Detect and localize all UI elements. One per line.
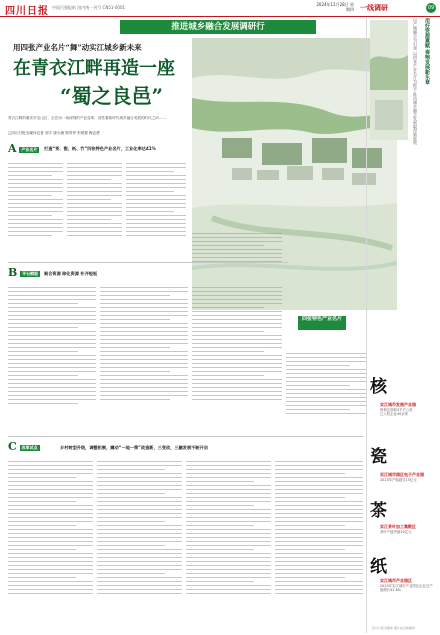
issue-date: 2024年11月28日 星期四: [316, 2, 354, 12]
section-a-label: 产业名片: [21, 146, 38, 152]
divider: [8, 436, 363, 437]
sidebar-block-line: 规划总面积3平方公里: [380, 408, 413, 412]
sidebar-photo-1: [370, 20, 408, 140]
newspaper-logo: 四川日报: [5, 6, 49, 17]
section-b-subtitle: 聚合资源 除化资源 补齐短板: [44, 271, 98, 276]
section-b-letter: B: [8, 266, 18, 279]
headline-line-1: 在青衣江畔再造一座: [13, 58, 175, 79]
section-b-column-3: [192, 284, 282, 434]
sidebar-block-4: [380, 578, 436, 592]
sidebar-block-title: 实江城市园区电子产业园: [380, 472, 424, 477]
section-c-subtitle: 乡村转型升级，调整机制，撬动“一地一策”改造新，三变改，三融发展不断开启: [60, 445, 208, 450]
section-a-column-4: [192, 230, 282, 265]
section-c-column-1: [8, 458, 93, 628]
section-a-column-2: [67, 160, 122, 260]
sidebar-block-title: 实江城市发展产业园: [380, 402, 416, 407]
sidebar-divider: [366, 18, 367, 633]
section-a-subtitle: 打造“茶、瓷、纸、竹”四张特色产业名片，工业化率达41%: [44, 146, 156, 151]
sidebar-char-core: 核: [370, 377, 387, 397]
sidebar-char-paper: 纸: [370, 557, 387, 577]
section-b-header: [8, 266, 40, 279]
article-byline: □四川日报全媒体记者 刘宇 唐小涵 熊青坪 朱明强 梅志勇: [8, 131, 100, 135]
masthead-meta: 中国百强报纸 国内统一刊号 CN51-0001: [52, 5, 126, 10]
sidebar-vertical-title: 用好资源禀赋 奏响发展新乐章: [424, 18, 430, 85]
sidebar-block-line: 2023年产值超过15亿元: [380, 478, 417, 482]
headline-line-2: “蜀之良邑”: [60, 84, 164, 108]
sidebar-footer: 四川日报全媒体 图片由当地提供: [372, 626, 415, 630]
sidebar-block-line: 茶叶产值突破10亿元: [380, 530, 412, 534]
sidebar-block-2: [380, 472, 436, 482]
section-c-header: [8, 440, 40, 453]
sidebar-vertical-note: 以产城融合为引领 以四张产业名片为抓手 推动城乡融合发展取得新进展: [413, 18, 418, 145]
sidebar-block-line: 2023年实江城市产业园区企业总产值增长42.8%: [380, 584, 433, 592]
section-tag: 一线调研: [360, 4, 388, 12]
sidebar-block-line: 已入驻企业40余家: [380, 412, 409, 416]
article-lead: 青衣江畔的雅安市名山区，正在用一场深刻的产业变革，回答着新时代城乡融合发展的时代之问……: [8, 116, 167, 120]
section-b-column-1: [8, 284, 96, 434]
section-c-column-2: [97, 458, 182, 628]
masthead: [0, 0, 440, 17]
page-number: 09: [427, 5, 435, 11]
section-b-column-4: [286, 350, 366, 434]
article-kicker: 用四张产业名片“舞”动实江城乡新未来: [13, 43, 142, 52]
section-a-header: [8, 142, 39, 155]
theme-banner: 推进城乡融合发展调研行: [120, 20, 316, 34]
sidebar-char-tea: 茶: [370, 501, 387, 521]
section-c-column-4: [275, 458, 363, 628]
section-a-letter: A: [8, 142, 17, 155]
section-c-column-3: [186, 458, 271, 628]
section-c-label: 改革试点: [21, 444, 38, 450]
sidebar-char-porcelain: 瓷: [370, 447, 387, 467]
sidebar-block-title: 实江茶叶加工集散区: [380, 524, 416, 529]
sidebar-block-1: [380, 402, 436, 416]
section-c-letter: C: [8, 440, 17, 453]
photo-caption: 四张特色产业名片: [298, 316, 346, 330]
section-a-column-3: [126, 160, 186, 260]
sidebar-block-title: 实江城市产业园区: [380, 578, 412, 583]
section-b-label: 平台赋能: [22, 270, 39, 276]
divider: [8, 262, 288, 263]
section-a-column-1: [8, 160, 63, 260]
sidebar-block-3: [380, 524, 436, 534]
section-b-column-2: [100, 284, 188, 434]
